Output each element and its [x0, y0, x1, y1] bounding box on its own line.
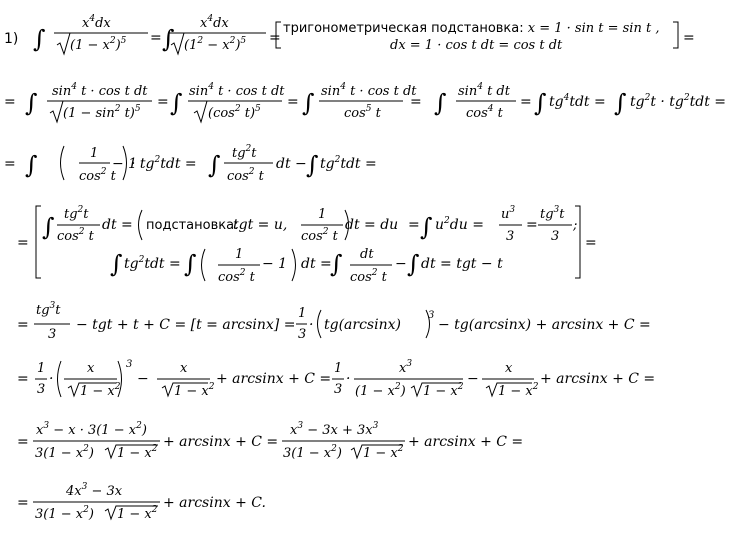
svg-text:+ arcsinx + C =: + arcsinx + C = [163, 434, 279, 450]
svg-text:· tg2tdt =: · $tg^2tdt$ = [131, 155, 197, 172]
svg-text:cos4 t: $\cos^4 t$ [466, 104, 503, 121]
svg-text:∫: ∫ [434, 89, 447, 117]
svg-text:3(1 − x2): $3(1 - x^2)$ [35, 444, 94, 461]
svg-text:1: 1 [37, 361, 46, 376]
svg-text:tg3t: $tg^3t$ [540, 205, 565, 222]
svg-text:∫: ∫ [25, 89, 38, 117]
svg-text:=: = [157, 94, 169, 110]
svg-text:− 1: − 1 [112, 156, 138, 172]
svg-text:=: = [410, 94, 422, 110]
svg-text:=: = [4, 156, 16, 172]
svg-text:3: 3 [48, 327, 57, 342]
svg-text:∫: ∫ [614, 89, 627, 117]
svg-text:cos5 t: $\cos^5 t$ [344, 104, 381, 121]
svg-text:dt = tgt − t: dt = tgt − t [421, 256, 503, 272]
svg-text:x: x [87, 361, 95, 376]
svg-text:=: = [17, 434, 29, 450]
svg-text:3(1 − x2): $3(1 - x^2)$ [35, 505, 94, 522]
svg-text:x3 − x · 3(1 − x2): $x^3 - x \cdot 3(1 - x^2)$ [36, 421, 147, 438]
svg-text:∫: ∫ [162, 25, 175, 53]
svg-text:·: · [309, 317, 314, 333]
svg-text:+ arcsinx + C.: + arcsinx + C. [163, 495, 266, 511]
svg-text:3: 3 [126, 359, 133, 370]
svg-text:1 − x2: $1 - x^2$ [117, 505, 158, 522]
svg-text:1: 1 [318, 207, 327, 222]
svg-text:3: 3 [334, 382, 343, 397]
svg-text:cos2 t: $\cos^2 t$ [79, 167, 116, 184]
svg-text:(12 − x2)5: $(1^2 - x^2)^5$ [184, 36, 247, 53]
svg-text:∫: ∫ [110, 250, 123, 278]
svg-text:=: = [585, 235, 597, 251]
svg-text:(1 − x2): $(1 - x^2)$ [355, 382, 406, 399]
svg-text:∫: ∫ [420, 213, 433, 241]
svg-text:1 − x2: $1 - x^2$ [80, 382, 121, 399]
svg-text:3: 3 [506, 229, 515, 244]
svg-text:1 − x2: $1 - x^2$ [174, 382, 215, 399]
svg-text:∫: ∫ [184, 250, 197, 278]
svg-text:u2du =: $u^2du$ = [435, 216, 484, 233]
svg-text:=: = [4, 94, 16, 110]
svg-text:=: = [520, 94, 532, 110]
svg-text:x4dx: $x^4dx$ [200, 14, 229, 31]
svg-text:(1 − sin2 t)5: $(1 - \sin^2 t)^5$ [63, 104, 141, 121]
svg-text:∫: ∫ [306, 151, 319, 179]
svg-text:·: · [346, 371, 351, 387]
svg-text:1 − x2: $1 - x^2$ [498, 382, 539, 399]
svg-text:u3: $u^3$ [501, 205, 516, 222]
svg-text:∫: ∫ [330, 250, 343, 278]
svg-text:1 − x2: $1 - x^2$ [423, 382, 464, 399]
svg-text:1): 1) [4, 31, 19, 47]
svg-text:tg2t: $tg^2t$ [232, 144, 257, 161]
svg-text:1: 1 [334, 361, 343, 376]
svg-text:∫: ∫ [42, 213, 55, 241]
svg-text:4x3 − 3x: $4x^3 - 3x$ [66, 482, 123, 499]
svg-text:(1 − x2)5: $(1 - x^2)^5$ [70, 36, 127, 53]
svg-text:3: 3 [428, 310, 435, 321]
svg-text:3(1 − x2): $3(1 - x^2)$ [283, 444, 342, 461]
svg-text:− 1: − 1 [262, 256, 288, 272]
svg-text:=: = [408, 217, 420, 233]
svg-text:∫: ∫ [302, 89, 315, 117]
svg-text:(cos2 t)5: ($\cos^2$ t)$^5$ [208, 104, 261, 121]
svg-text:sin4 t · cos t dt: $\sin^4 t \cdot \cos t$ dt [52, 82, 148, 99]
svg-text:1 − x2: $1 - x^2$ [117, 444, 158, 461]
svg-text:=: = [683, 30, 695, 46]
svg-text:tg2tdt =: $tg^2tdt$ = [124, 255, 181, 272]
svg-text:=: = [526, 217, 538, 233]
svg-text:cos2 t: $\cos^2 t$ [218, 268, 255, 285]
svg-text:tg2t · tg2tdt =: $tg^2t \cdot tg^2tdt$ = [630, 93, 727, 110]
svg-text:∫: ∫ [534, 89, 547, 117]
svg-text:cos2 t: $\cos^2 t$ [57, 227, 94, 244]
svg-text:=: = [269, 30, 281, 46]
svg-text:tg4tdt =: $tg^4tdt$ = [549, 93, 606, 110]
svg-text:3: 3 [298, 327, 307, 342]
svg-text:1: 1 [235, 247, 244, 262]
svg-text:x: x [505, 361, 513, 376]
svg-text:x3 − 3x + 3x3: $x^3 - 3x + 3x^3$ [290, 421, 379, 438]
svg-text:1: 1 [90, 146, 99, 161]
svg-text:−: − [395, 256, 407, 272]
svg-text:dt =: dt = [102, 217, 133, 233]
svg-text:·: · [49, 371, 54, 387]
svg-text:=: = [17, 317, 29, 333]
svg-text:− tgt + t + C = [t = arcsinx]: − tgt + t + C = [t = arcsinx] = [76, 317, 296, 333]
svg-text:1: 1 [298, 306, 307, 321]
svg-text:dx = 1 · cos t dt = cos t dt: dx = 1 · cos t dt = cos t dt [390, 38, 563, 53]
svg-text:tg2t: $tg^2t$ [64, 205, 89, 222]
svg-text:∫: ∫ [208, 151, 221, 179]
svg-text:3: 3 [551, 229, 560, 244]
svg-text:sin4 t · cos t dt: $\sin^4 t \cdot \cos t$ dt [321, 82, 417, 99]
svg-text:=: = [17, 235, 29, 251]
svg-text:∫: ∫ [33, 25, 46, 53]
svg-text:∫: ∫ [407, 250, 420, 278]
svg-text:подстановка:: подстановка: [146, 218, 239, 233]
svg-text:=: = [17, 371, 29, 387]
svg-text:−: − [137, 371, 149, 387]
svg-text:x3: $x^3$ [399, 359, 413, 376]
svg-text:−: − [467, 371, 479, 387]
svg-text:tg(arcsinx): tg(arcsinx) [324, 317, 401, 333]
svg-text:+ arcsinx + C =: + arcsinx + C = [408, 434, 524, 450]
svg-text:∫: ∫ [170, 89, 183, 117]
svg-text:∫: ∫ [25, 151, 38, 179]
svg-text:dt −: dt − [276, 156, 307, 172]
svg-text:sin4 t · cos t dt: $\sin^4 t \cdot \cos t$ dt [189, 82, 285, 99]
svg-text:− tg(arcsinx) + arcsinx + C =: − tg(arcsinx) + arcsinx + C = [438, 317, 651, 333]
svg-text:+ arcsinx + C =: + arcsinx + C = [216, 371, 332, 387]
svg-text:1 − x2: $1 - x^2$ [363, 444, 404, 461]
svg-text:x: x [180, 361, 188, 376]
svg-text:tgt = u,: tgt = u, [233, 217, 288, 233]
svg-text:tg2tdt =: $tg^2tdt$ = [320, 155, 377, 172]
svg-text:тригонометрическая подстановка: тригонометрическая подстановка: x = 1 · sin t = sin t , [283, 21, 660, 36]
svg-text:cos2 t: $\cos^2 t$ [301, 227, 338, 244]
svg-text:dt = du: dt = du [345, 217, 399, 233]
svg-text:cos2 t: $\cos^2 t$ [227, 167, 264, 184]
svg-text:sin4 t dt: $\sin^4 t$ dt [458, 82, 510, 99]
svg-text:=: = [150, 30, 162, 46]
svg-text:tg3t: $tg^3t$ [36, 301, 61, 318]
svg-text:dt: dt [360, 247, 374, 262]
svg-text:=: = [287, 94, 299, 110]
svg-text:x4dx: $x^4dx$ [82, 14, 111, 31]
svg-text:3: 3 [37, 382, 46, 397]
svg-text:cos2 t: $\cos^2 t$ [350, 268, 387, 285]
svg-text:+ arcsinx + C =: + arcsinx + C = [540, 371, 656, 387]
svg-text:=: = [17, 495, 29, 511]
svg-text:dt =: dt = [301, 256, 332, 272]
svg-text:;: ; [573, 218, 578, 233]
